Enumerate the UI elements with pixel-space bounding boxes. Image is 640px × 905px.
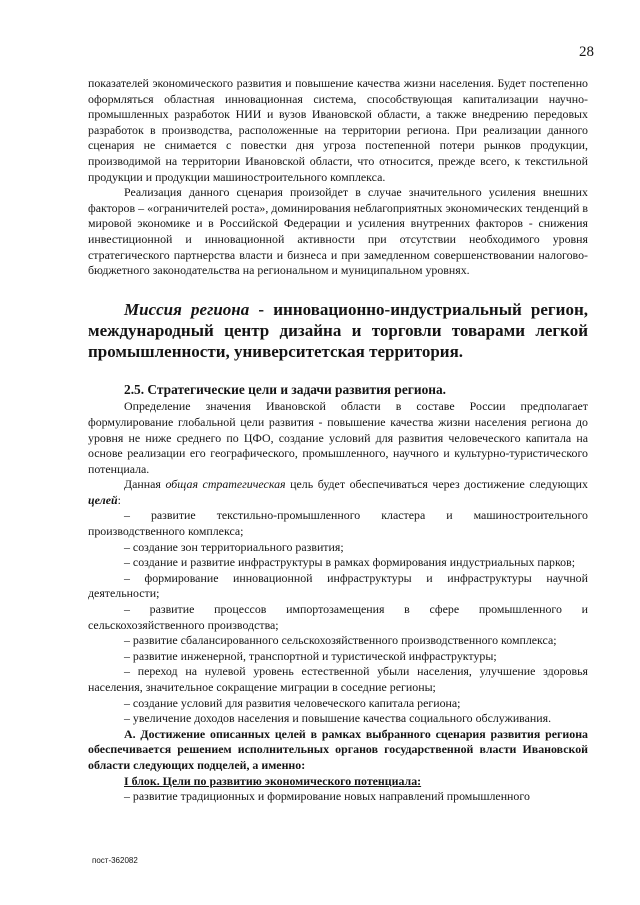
section-paragraph-2	[88, 477, 588, 508]
section-paragraph-1: Определение значения Ивановской области в составе России предполагает формулирование глобальной цели развития - повышение качества жизни населения региона до уровня не ниже среднего по ЦФО, создание условий для развития человеческого капитала на основе реализации его географического, промышленного, научного и культурно-туристического потенциала.	[88, 399, 588, 476]
footer-code: пост-362082	[92, 856, 138, 865]
block-1-item: – развитие традиционных и формирование новых направлений промышленного	[124, 789, 530, 804]
intro-paragraph-2: Реализация данного сценария произойдет в случае значительного усиления внешних факторов – «ограничителей роста», доминирования неблагоприятных экономических тенденций в мировой экономике и в Российской Федерации и усиления внутренних факторов - снижения инвестиционной и инновационной активности при отсутствии необходимого уровня стратегического партнерства власти и бизнеса и при замедленном совершенствовании налогово-бюджетного законодательства на региональном и муниципальном уровнях.	[88, 185, 588, 278]
p2-part-b: цель будет обеспечиваться через достижение следующих	[285, 477, 588, 492]
document-body	[88, 76, 588, 805]
list-item: – формирование инновационной инфраструктуры и инфраструктуры научной деятельности;	[88, 570, 588, 601]
list-item: – развитие процессов импортозамещения в сфере промышленного и сельскохозяйственного производства;	[88, 602, 588, 632]
section-title: 2.5. Стратегические цели и задачи развития региона.	[124, 381, 447, 397]
list-item: – развитие инженерной, транспортной и туристической инфраструктуры;	[124, 648, 497, 663]
list-item: – создание и развитие инфраструктуры в рамках формирования индустриальных парков;	[124, 555, 575, 570]
p2-italic: общая стратегическая	[165, 477, 286, 492]
p2-part-a: Данная	[124, 477, 166, 492]
block-1-heading: I блок. Цели по развитию экономического потенциала:	[124, 773, 422, 788]
list-item: – создание зон территориального развития;	[124, 539, 344, 554]
mission-text: - инновационно-индустриальный регион, международный центр дизайна и торговли товарами легкой промышленности, университетская территория.	[88, 299, 588, 361]
goals-list	[88, 508, 588, 726]
achievement-paragraph: А. Достижение описанных целей в рамках выбранного сценария развития региона обеспечивается решением исполнительных органов государственной власти Ивановской области следующих подцелей, а именно:	[88, 726, 588, 772]
list-item: – переход на нулевой уровень естественной убыли населения, улучшение здоровья населения, значительное сокращение миграции в соседние регионы;	[88, 664, 588, 694]
list-item: – увеличение доходов населения и повышение качества социального обслуживания.	[124, 711, 552, 726]
p2-goals-label: целей	[88, 492, 118, 507]
p2-end: :	[117, 492, 121, 507]
list-item: – создание условий для развития человеческого капитала региона;	[124, 695, 461, 710]
mission-statement	[88, 299, 588, 362]
intro-paragraph-1: показателей экономического развития и повышение качества жизни населения. Будет постепенно оформляться областная инновационная система, способствующая капитализации научно-промышленных разработок НИИ и вузов Ивановской области, а также внедрению передовых разработок в производства, расположенные на территории региона. При реализации данного сценария не снимается с повестки дня угроза постепенной потери рынков продукции, производимой на территории Ивановской области, что относится, прежде всего, к текстильной продукции и продукции машиностроительного комплекса.	[88, 76, 588, 184]
mission-lead: Миссия региона	[124, 299, 250, 319]
list-item: – развитие сбалансированного сельскохозяйственного производственного комплекса;	[124, 633, 557, 648]
page-number: 28	[579, 44, 594, 60]
list-item: – развитие текстильно-промышленного кластера и машиностроительного производственного комплекса;	[88, 508, 588, 539]
